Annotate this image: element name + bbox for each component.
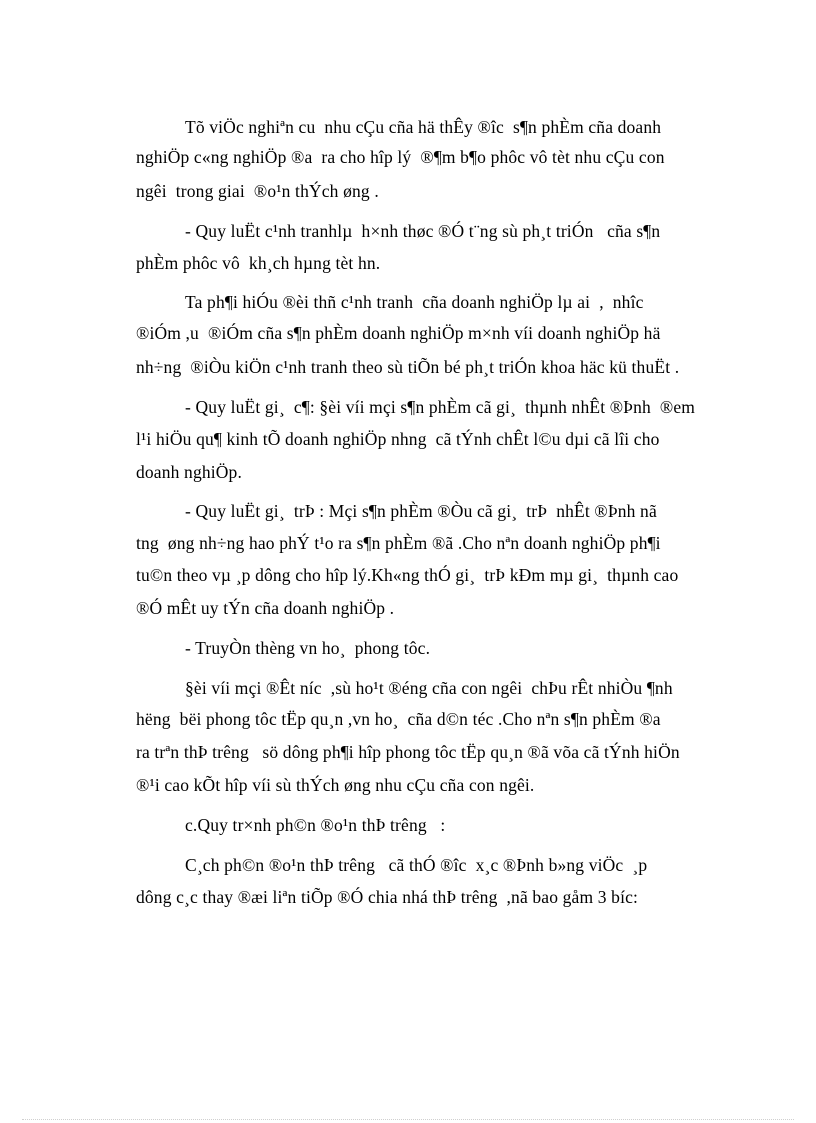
text-line: Tõ viÖc nghiªn cu nhu cÇu cña hä thÊy ®îc s¶n phÈm cña doanh: [185, 117, 662, 137]
page-bottom-divider: [22, 1119, 794, 1120]
text-line: tng øng nh÷ng hao phÝ t¹o ra s¶n phÈm ®ã .Cho nªn doanh nghiÖp ph¶i: [136, 533, 661, 553]
text-line: c.Quy tr×nh ph©n ®o¹n thÞ trêng :: [185, 815, 446, 835]
text-line: - Quy luËt gi¸ trÞ : Mçi s¶n phÈm ®Òu cã gi¸ trÞ nhÊt ®Þnh nã: [185, 501, 657, 521]
text-line: doanh nghiÖp.: [136, 462, 242, 482]
text-line: hëng bëi phong tôc tËp qu¸n ,vn ho¸ cña d©n téc .Cho nªn s¶n phÈm ®a: [136, 709, 661, 729]
text-line: nghiÖp c«ng nghiÖp ®a ra cho hîp lý ®¶m b¶o phôc vô tèt nhu cÇu con: [136, 147, 665, 167]
text-line: nh÷ng ®iÒu kiÖn c¹nh tranh theo sù tiÕn bé ph¸t triÓn khoa häc kü thuËt .: [136, 357, 680, 377]
text-line: ®Ó mÊt uy tÝn cña doanh nghiÖp .: [136, 598, 395, 618]
text-line: phÈm phôc vô kh¸ch hµng tèt hn.: [136, 253, 381, 273]
text-line: Ta ph¶i hiÓu ®èi thñ c¹nh tranh cña doanh nghiÖp lµ ai , nhîc: [185, 292, 644, 312]
text-line: ®iÓm ,u ®iÓm cña s¶n phÈm doanh nghiÖp m×nh víi doanh nghiÖp hä: [136, 323, 661, 343]
text-line: l¹i hiÖu qu¶ kinh tÕ doanh nghiÖp nhng cã tÝnh chÊt l©u dµi cã lîi cho: [136, 429, 660, 449]
text-line: ®¹i cao kÕt hîp víi sù thÝch øng nhu cÇu cña con ngêi.: [136, 775, 535, 795]
text-line: - Quy luËt c¹nh tranhlµ h×nh thøc ®Ó t¨ng sù ph¸t triÓn cña s¶n: [185, 221, 661, 241]
text-line: - TruyÒn thèng vn ho¸ phong tôc.: [185, 638, 431, 658]
text-line: C¸ch ph©n ®o¹n thÞ trêng cã thÓ ®îc x¸c ®Þnh b»ng viÖc ¸p: [185, 855, 648, 875]
text-line: tu©n theo vµ ¸p dông cho hîp lý.Kh«ng thÓ gi¸ trÞ kÐm mµ gi¸ thµnh cao: [136, 565, 679, 585]
text-line: - Quy luËt gi¸ c¶: §èi víi mçi s¶n phÈm cã gi¸ thµnh nhÊt ®Þnh ®em: [185, 397, 696, 417]
text-line: ra trªn thÞ trêng sö dông ph¶i hîp phong tôc tËp qu¸n ®ã võa cã tÝnh hiÖn: [136, 742, 680, 762]
text-line: dông c¸c thay ®æi liªn tiÕp ®Ó chia nhá thÞ trêng ,nã bao gåm 3 bíc:: [136, 887, 639, 907]
text-line: ngêi trong giai ®o¹n thÝch øng .: [136, 181, 379, 201]
text-line: §èi víi mçi ®Êt níc ,sù ho¹t ®éng cña con ngêi chÞu rÊt nhiÒu ¶nh: [185, 678, 673, 698]
